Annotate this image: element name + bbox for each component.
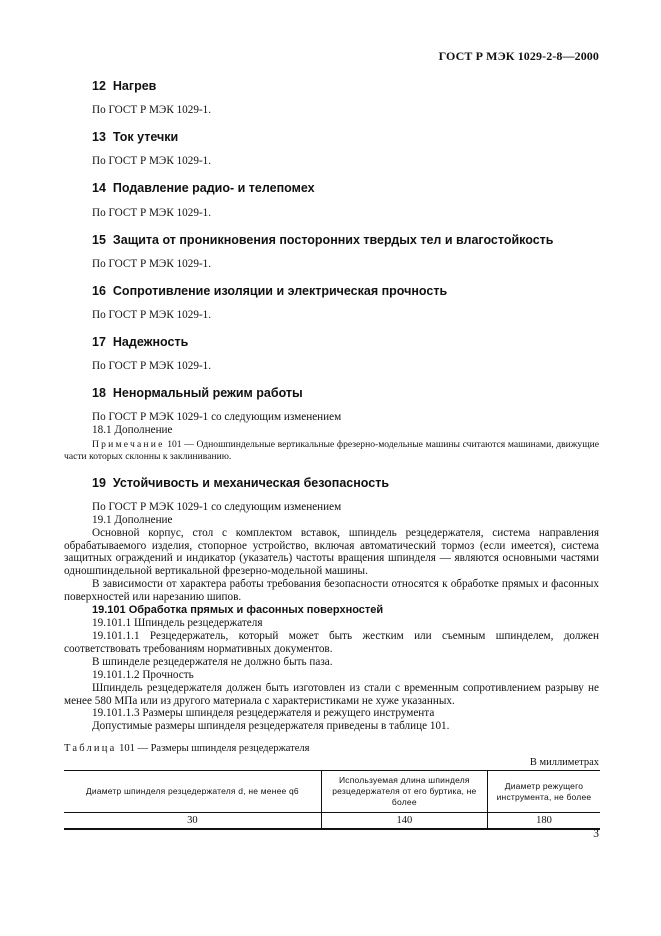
section-title-text: Ток утечки	[112, 130, 179, 144]
section-13-title	[92, 130, 178, 144]
section-15-text: По ГОСТ Р МЭК 1029-1.	[92, 258, 212, 270]
section-title-text: Нагрев	[112, 79, 157, 93]
section-18-note	[64, 439, 599, 462]
section-19-addition: 19.1 Дополнение	[92, 514, 173, 526]
section-17-text: По ГОСТ Р МЭК 1029-1.	[92, 360, 212, 372]
table-cell: 30	[64, 813, 321, 830]
section-number: 15	[92, 233, 106, 247]
section-19-title	[92, 476, 389, 490]
table-cell: 140	[321, 813, 487, 830]
section-12-text: По ГОСТ Р МЭК 1029-1.	[92, 104, 212, 116]
section-number: 12	[92, 79, 106, 93]
note-text: 101 — Одношпиндельные вертикальные фрезерно-модельные машины считаются машинами, движущие части которых склонны к заклиниванию.	[64, 439, 599, 462]
section-number: 13	[92, 130, 106, 144]
section-17-title	[92, 335, 188, 349]
table-caption	[64, 743, 309, 754]
clause-19101-1: 19.101.1 Шпиндель резцедержателя	[92, 617, 263, 629]
clause-19101-1-3-text: Допустимые размеры шпинделя резцедержателя приведены в таблице 101.	[92, 720, 450, 732]
section-16-title	[92, 284, 447, 298]
section-19-paragraph-1: Основной корпус, стол с комплектом вставок, шпиндель резцедержателя, система направления обрабатываемого изделия, стопорное устройство, включая автоматический тормоз (если имеется), система защитных ограждений и индикатор (указатель) частоты вращения шпинделя — являются основными частями одношпиндельной вертикальной фрезерно-модельной машины.	[64, 527, 599, 577]
clause-19101-1-2: 19.101.1.2 Прочность	[92, 669, 194, 681]
table-caption-text: 101 — Размеры шпинделя резцедержателя	[116, 743, 310, 754]
table-row	[64, 813, 600, 830]
dimensions-table	[64, 770, 600, 830]
section-number: 18	[92, 386, 106, 400]
section-number: 14	[92, 181, 106, 195]
table-header-cell: Диаметр режущего инструмента, не более	[487, 771, 600, 813]
section-title-text: Защита от проникновения посторонних твердых тел и влагостойкость	[112, 233, 554, 247]
table-caption-label: Таблица	[64, 743, 117, 754]
clause-19101-1-1-note: В шпинделе резцедержателя не должно быть паза.	[92, 656, 333, 668]
section-14-text: По ГОСТ Р МЭК 1029-1.	[92, 207, 212, 219]
section-title-text: Ненормальный режим работы	[112, 386, 303, 400]
section-15-title	[92, 233, 553, 247]
subsection-19101-heading: 19.101 Обработка прямых и фасонных поверхностей	[92, 604, 384, 616]
section-18-intro: По ГОСТ Р МЭК 1029-1 со следующим изменением	[92, 411, 342, 423]
section-19-paragraph-2: В зависимости от характера работы требования безопасности относятся к обработке прямых и фасонных поверхностей или нарезанию шипов.	[64, 578, 599, 603]
clause-19101-1-2-text: Шпиндель резцедержателя должен быть изготовлен из стали с временным сопротивлением разрыву не менее 580 МПа или из другого материала с характеристиками не хуже указанных.	[64, 682, 599, 707]
table-units: В миллиметрах	[529, 757, 599, 768]
section-13-text: По ГОСТ Р МЭК 1029-1.	[92, 155, 212, 167]
note-label: Примечание	[92, 439, 165, 450]
section-title-text: Надежность	[112, 335, 189, 349]
clause-19101-1-1: 19.101.1.1 Резцедержатель, который может быть жестким или съемным шпинделем, должен соответствовать требованиям нормативных документов.	[64, 630, 599, 655]
section-number: 17	[92, 335, 106, 349]
section-number: 16	[92, 284, 106, 298]
clause-19101-1-3: 19.101.1.3 Размеры шпинделя резцедержателя и режущего инструмента	[92, 707, 435, 719]
section-19-intro: По ГОСТ Р МЭК 1029-1 со следующим изменением	[92, 501, 342, 513]
document-header: ГОСТ Р МЭК 1029-2-8—2000	[438, 49, 599, 63]
section-14-title	[92, 181, 315, 195]
table-header-row	[64, 771, 600, 813]
section-title-text: Устойчивость и механическая безопасность	[112, 476, 390, 490]
section-18-addition: 18.1 Дополнение	[92, 424, 173, 436]
table-header-cell: Диаметр шпинделя резцедержателя d, не менее q6	[64, 771, 321, 813]
table-header-cell: Используемая длина шпинделя резцедержателя от его буртика, не более	[321, 771, 487, 813]
section-16-text: По ГОСТ Р МЭК 1029-1.	[92, 309, 212, 321]
page-number: 3	[593, 828, 599, 840]
section-title-text: Подавление радио- и телепомех	[112, 181, 315, 195]
section-title-text: Сопротивление изоляции и электрическая прочность	[112, 284, 448, 298]
table-cell: 180	[487, 813, 600, 830]
section-18-title	[92, 386, 303, 400]
section-12-title	[92, 79, 156, 93]
section-number: 19	[92, 476, 106, 490]
